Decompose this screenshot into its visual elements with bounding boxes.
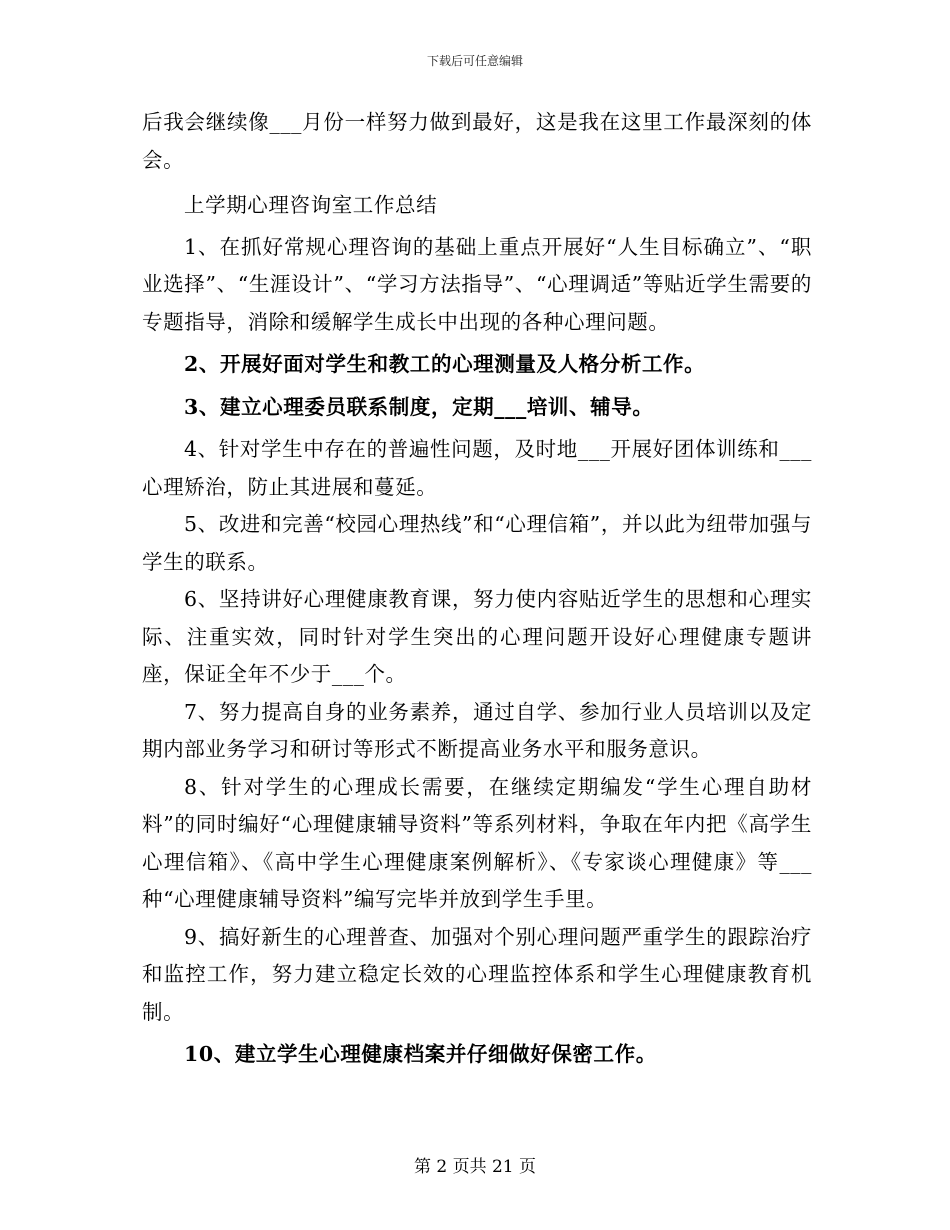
paragraph-item-5: 5、改进和完善“校园心理热线”和“心理信箱”，并以此为纽带加强与学生的联系。 [142, 512, 812, 574]
paragraph-item-3: 3、建立心理委员联系制度，定期___培训、辅导。 [184, 394, 654, 419]
page-footer: 第 2 页共 21 页 [413, 1157, 537, 1177]
paragraph-item-8: 8、针对学生的心理成长需要，在继续定期编发“学生心理自助材料”的同时编好“心理健康辅导资料”等系列材料，争取在年内把《高学生心理信箱》、《高中学生心理健康案例解析》、《专家谈心理健康》等___种“心理健康辅导资料”编写完毕并放到学生手里。 [142, 774, 812, 911]
paragraph-continuation: 后我会继续像___月份一样努力做到最好，这是我在这里工作最深刻的体会。 [142, 110, 812, 172]
paragraph-item-7: 7、努力提高自身的业务素养，通过自学、参加行业人员培训以及定期内部业务学习和研讨等形式不断提高业务水平和服务意识。 [142, 699, 812, 761]
page-header: 下载后可任意编辑 [426, 54, 523, 68]
paragraph-item-10: 10、建立学生心理健康档案并仔细做好保密工作。 [184, 1042, 657, 1066]
paragraph-item-6: 6、坚持讲好心理健康教育课，努力使内容贴近学生的思想和心理实际、注重实效，同时针对学生突出的心理问题开设好心理健康专题讲座，保证全年不少于___个。 [142, 587, 812, 686]
paragraph-item-4: 4、针对学生中存在的普遍性问题，及时地___开展好团体训练和___心理矫治，防止其进展和蔓延。 [142, 437, 812, 499]
section-title: 上学期心理咨询室工作总结 [184, 193, 438, 217]
paragraph-item-2: 2、开展好面对学生和教工的心理测量及人格分析工作。 [184, 352, 706, 376]
paragraph-item-1: 1、在抓好常规心理咨询的基础上重点开展好“人生目标确立”、“职业选择”、“生涯设计”、“学习方法指导”、“心理调适”等贴近学生需要的专题指导，消除和缓解学生成长中出现的各种心理问题。 [142, 234, 812, 334]
paragraph-item-9: 9、搞好新生的心理普查、加强对个别心理问题严重学生的跟踪治疗和监控工作，努力建立稳定长效的心理监控体系和学生心理健康教育机制。 [142, 924, 812, 1024]
document-body [142, 104, 812, 1079]
